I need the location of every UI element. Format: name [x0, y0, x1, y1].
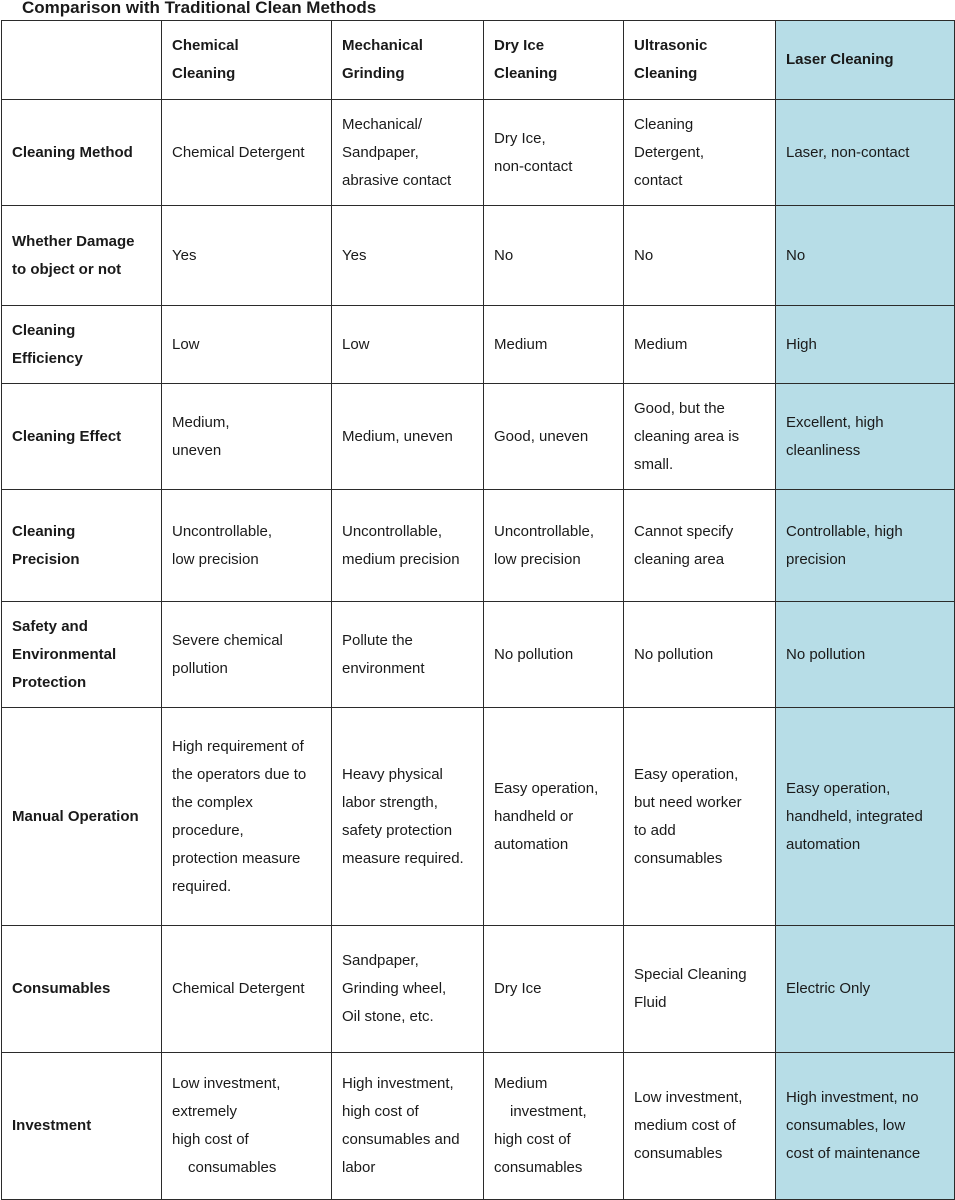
cell-line: Cleaning — [494, 65, 558, 82]
table-cell — [332, 306, 484, 384]
cell-line: High investment, — [342, 1075, 454, 1092]
cell-line: the complex — [172, 793, 253, 811]
table-row — [2, 206, 955, 306]
cell-line: investment, — [510, 1103, 587, 1120]
cell-line: Excellent, high — [786, 413, 884, 431]
comparison-table — [1, 20, 955, 1200]
table-cell — [162, 926, 332, 1053]
cell-line: Cannot specify — [634, 522, 734, 540]
cell-line: Manual Operation — [12, 807, 139, 825]
table-cell — [624, 708, 776, 926]
cell-line: small. — [634, 455, 674, 473]
table-cell — [776, 100, 955, 206]
cell-line: cleanliness — [786, 441, 861, 459]
cell-line: Low investment, — [172, 1075, 281, 1092]
table-cell — [484, 602, 624, 708]
row-label-whether-damage-to-object-or-not — [2, 206, 162, 306]
cell-line: Environmental — [12, 645, 117, 663]
table-row — [2, 100, 955, 206]
cell-line: consumables, low — [786, 1117, 906, 1134]
cell-line: low precision — [172, 550, 259, 568]
cell-line: Mechanical — [342, 37, 423, 54]
cell-line: Severe chemical — [172, 631, 283, 649]
cell-line: automation — [786, 835, 861, 853]
cell-line: Safety and — [12, 617, 88, 635]
table-cell — [484, 708, 624, 926]
cell-line: Whether Damage — [12, 232, 135, 250]
cell-line: protection measure — [172, 849, 301, 867]
row-label-consumables — [2, 926, 162, 1053]
cell-line: automation — [494, 835, 569, 853]
cell-line: Grinding wheel, — [342, 980, 447, 997]
cell-line: Dry Ice — [494, 980, 542, 997]
table-row — [2, 708, 955, 926]
table-cell — [776, 1053, 955, 1200]
row-label-cleaning-efficiency — [2, 306, 162, 384]
table-cell — [624, 926, 776, 1053]
cell-line: High requirement of — [172, 737, 304, 755]
cell-line: No pollution — [494, 645, 574, 663]
cell-line: No — [494, 246, 514, 264]
cell-line: Sandpaper, — [342, 143, 419, 161]
table-cell — [484, 206, 624, 306]
cell-line: Grinding — [342, 65, 405, 82]
cell-line: Fluid — [634, 994, 667, 1011]
cell-line: Uncontrollable, — [172, 522, 273, 540]
cell-line: Sandpaper, — [342, 952, 419, 969]
header-corner-cell — [2, 21, 162, 100]
cell-line: Low — [172, 335, 200, 353]
table-cell — [624, 490, 776, 602]
cell-line: Medium — [634, 335, 688, 353]
cell-line: Low — [342, 335, 370, 353]
cell-line: Pollute the — [342, 631, 413, 649]
row-label-manual-operation — [2, 708, 162, 926]
cell-line: Chemical Detergent — [172, 143, 305, 161]
column-header-chemical-cleaning — [162, 21, 332, 100]
row-label-investment — [2, 1053, 162, 1200]
cell-line: Laser Cleaning — [786, 51, 894, 68]
cell-line: precision — [786, 550, 847, 568]
cell-line: No — [634, 246, 654, 264]
table-row — [2, 602, 955, 708]
table-cell — [162, 306, 332, 384]
cell-line: uneven — [172, 441, 222, 459]
cell-line: High — [786, 335, 817, 353]
cell-line: Mechanical/ — [342, 115, 423, 133]
cell-line: Consumables — [12, 980, 111, 997]
cell-line: Investment — [12, 1117, 92, 1134]
cell-line: No — [786, 246, 806, 264]
table-cell — [484, 100, 624, 206]
cell-line: pollution — [172, 659, 228, 677]
table-cell — [162, 602, 332, 708]
cell-line: safety protection — [342, 821, 453, 839]
table-cell — [332, 926, 484, 1053]
cell-line: Cleaning Effect — [12, 427, 122, 445]
table-cell — [332, 602, 484, 708]
cell-line: Oil stone, etc. — [342, 1008, 434, 1025]
table-cell — [484, 1053, 624, 1200]
table-row — [2, 306, 955, 384]
cell-line: consumables and — [342, 1131, 460, 1148]
cell-line: consumables — [634, 1145, 723, 1162]
row-label-safety-and-environmental-protection — [2, 602, 162, 708]
table-cell — [484, 490, 624, 602]
cell-line: to object or not — [12, 260, 122, 278]
cell-line: consumables — [634, 849, 723, 867]
column-header-dry-ice-cleaning — [484, 21, 624, 100]
cell-line: Cleaning — [12, 321, 76, 339]
row-label-cleaning-method — [2, 100, 162, 206]
table-cell — [332, 708, 484, 926]
cell-line: extremely — [172, 1103, 238, 1120]
table-row — [2, 384, 955, 490]
cell-line: Cleaning — [634, 65, 698, 82]
table-cell — [162, 206, 332, 306]
table-cell — [484, 926, 624, 1053]
cell-line: environment — [342, 659, 425, 677]
table-cell — [332, 490, 484, 602]
cell-line: non-contact — [494, 157, 573, 175]
cell-line: labor strength, — [342, 793, 438, 811]
table-cell — [332, 1053, 484, 1200]
row-label-cleaning-effect — [2, 384, 162, 490]
table-cell — [776, 384, 955, 490]
table-cell — [162, 100, 332, 206]
cell-line: consumables — [494, 1159, 583, 1176]
cell-line: Special Cleaning — [634, 966, 747, 983]
cell-line: Chemical — [172, 37, 239, 54]
cell-line: Low investment, — [634, 1089, 743, 1106]
cell-line: Easy operation, — [634, 765, 739, 783]
cell-line: medium precision — [342, 550, 460, 568]
table-cell — [776, 602, 955, 708]
cell-line: Cleaning Method — [12, 143, 133, 161]
table-cell — [162, 708, 332, 926]
cell-line: abrasive contact — [342, 171, 452, 189]
cell-line: Dry Ice, — [494, 129, 546, 147]
cell-line: Cleaning — [634, 115, 694, 133]
table-cell — [624, 1053, 776, 1200]
table-cell — [332, 384, 484, 490]
cell-line: Precision — [12, 550, 80, 568]
cell-line: cost of maintenance — [786, 1145, 921, 1162]
cell-line: Heavy physical — [342, 765, 443, 783]
cell-line: Medium, — [172, 413, 230, 431]
table-cell — [162, 384, 332, 490]
table-cell — [332, 100, 484, 206]
page-title: Comparison with Traditional Clean Methods — [22, 0, 377, 17]
cell-line: Medium — [494, 1075, 548, 1092]
cell-line: Yes — [172, 246, 197, 264]
cell-line: Cleaning — [172, 65, 236, 82]
table-cell — [776, 306, 955, 384]
column-header-mechanical-grinding — [332, 21, 484, 100]
table-cell — [624, 602, 776, 708]
cell-line: medium cost of — [634, 1117, 736, 1134]
cell-line: Easy operation, — [494, 779, 599, 797]
table-cell — [624, 206, 776, 306]
table-cell — [162, 1053, 332, 1200]
cell-line: cleaning area is — [634, 427, 740, 445]
table-row — [2, 1053, 955, 1200]
cell-line: measure required. — [342, 849, 464, 867]
cell-line: required. — [172, 877, 232, 895]
cell-line: high cost of — [494, 1131, 571, 1148]
cell-line: Medium, uneven — [342, 427, 453, 445]
cell-line: Yes — [342, 246, 367, 264]
table-cell — [624, 306, 776, 384]
cell-line: Uncontrollable, — [494, 522, 595, 540]
cell-line: consumables — [188, 1159, 277, 1176]
cell-line: High investment, no — [786, 1089, 919, 1106]
cell-line: Good, but the — [634, 399, 725, 417]
cell-line: Uncontrollable, — [342, 522, 443, 540]
cell-line: high cost of — [172, 1131, 249, 1148]
cell-line: handheld, integrated — [786, 807, 923, 825]
cell-line: No pollution — [786, 645, 866, 663]
table-cell — [776, 490, 955, 602]
cell-line: Medium — [494, 335, 548, 353]
cell-line: Chemical Detergent — [172, 980, 305, 997]
table-cell — [776, 708, 955, 926]
table-cell — [776, 926, 955, 1053]
cell-line: cleaning area — [634, 550, 725, 568]
cell-line: high cost of — [342, 1103, 419, 1120]
cell-line: Efficiency — [12, 349, 83, 367]
cell-line: Laser, non-contact — [786, 143, 910, 161]
cell-line: low precision — [494, 550, 581, 568]
table-cell — [624, 384, 776, 490]
cell-line: Ultrasonic — [634, 37, 708, 54]
row-label-cleaning-precision — [2, 490, 162, 602]
cell-line: Good, uneven — [494, 427, 589, 445]
table-cell — [484, 384, 624, 490]
cell-line: handheld or — [494, 807, 574, 825]
cell-line: procedure, — [172, 821, 244, 839]
table-cell — [776, 206, 955, 306]
table-row — [2, 926, 955, 1053]
column-header-ultrasonic-cleaning — [624, 21, 776, 100]
cell-line: Detergent, — [634, 143, 705, 161]
cell-line: No pollution — [634, 645, 714, 663]
cell-line: Dry Ice — [494, 37, 545, 54]
table-row — [2, 490, 955, 602]
table-cell — [162, 490, 332, 602]
cell-line: the operators due to — [172, 765, 307, 783]
cell-line: Protection — [12, 673, 87, 691]
cell-line: Easy operation, — [786, 779, 891, 797]
column-header-laser-cleaning — [776, 21, 955, 100]
table-cell — [332, 206, 484, 306]
cell-line: labor — [342, 1159, 376, 1176]
table-cell — [484, 306, 624, 384]
cell-line: but need worker — [634, 793, 742, 811]
cell-line: to add — [634, 821, 676, 839]
cell-line: contact — [634, 171, 683, 189]
cell-line: Electric Only — [786, 980, 871, 997]
table-cell — [624, 100, 776, 206]
cell-line: Controllable, high — [786, 522, 903, 540]
header-row — [2, 21, 955, 100]
cell-line: Cleaning — [12, 522, 76, 540]
